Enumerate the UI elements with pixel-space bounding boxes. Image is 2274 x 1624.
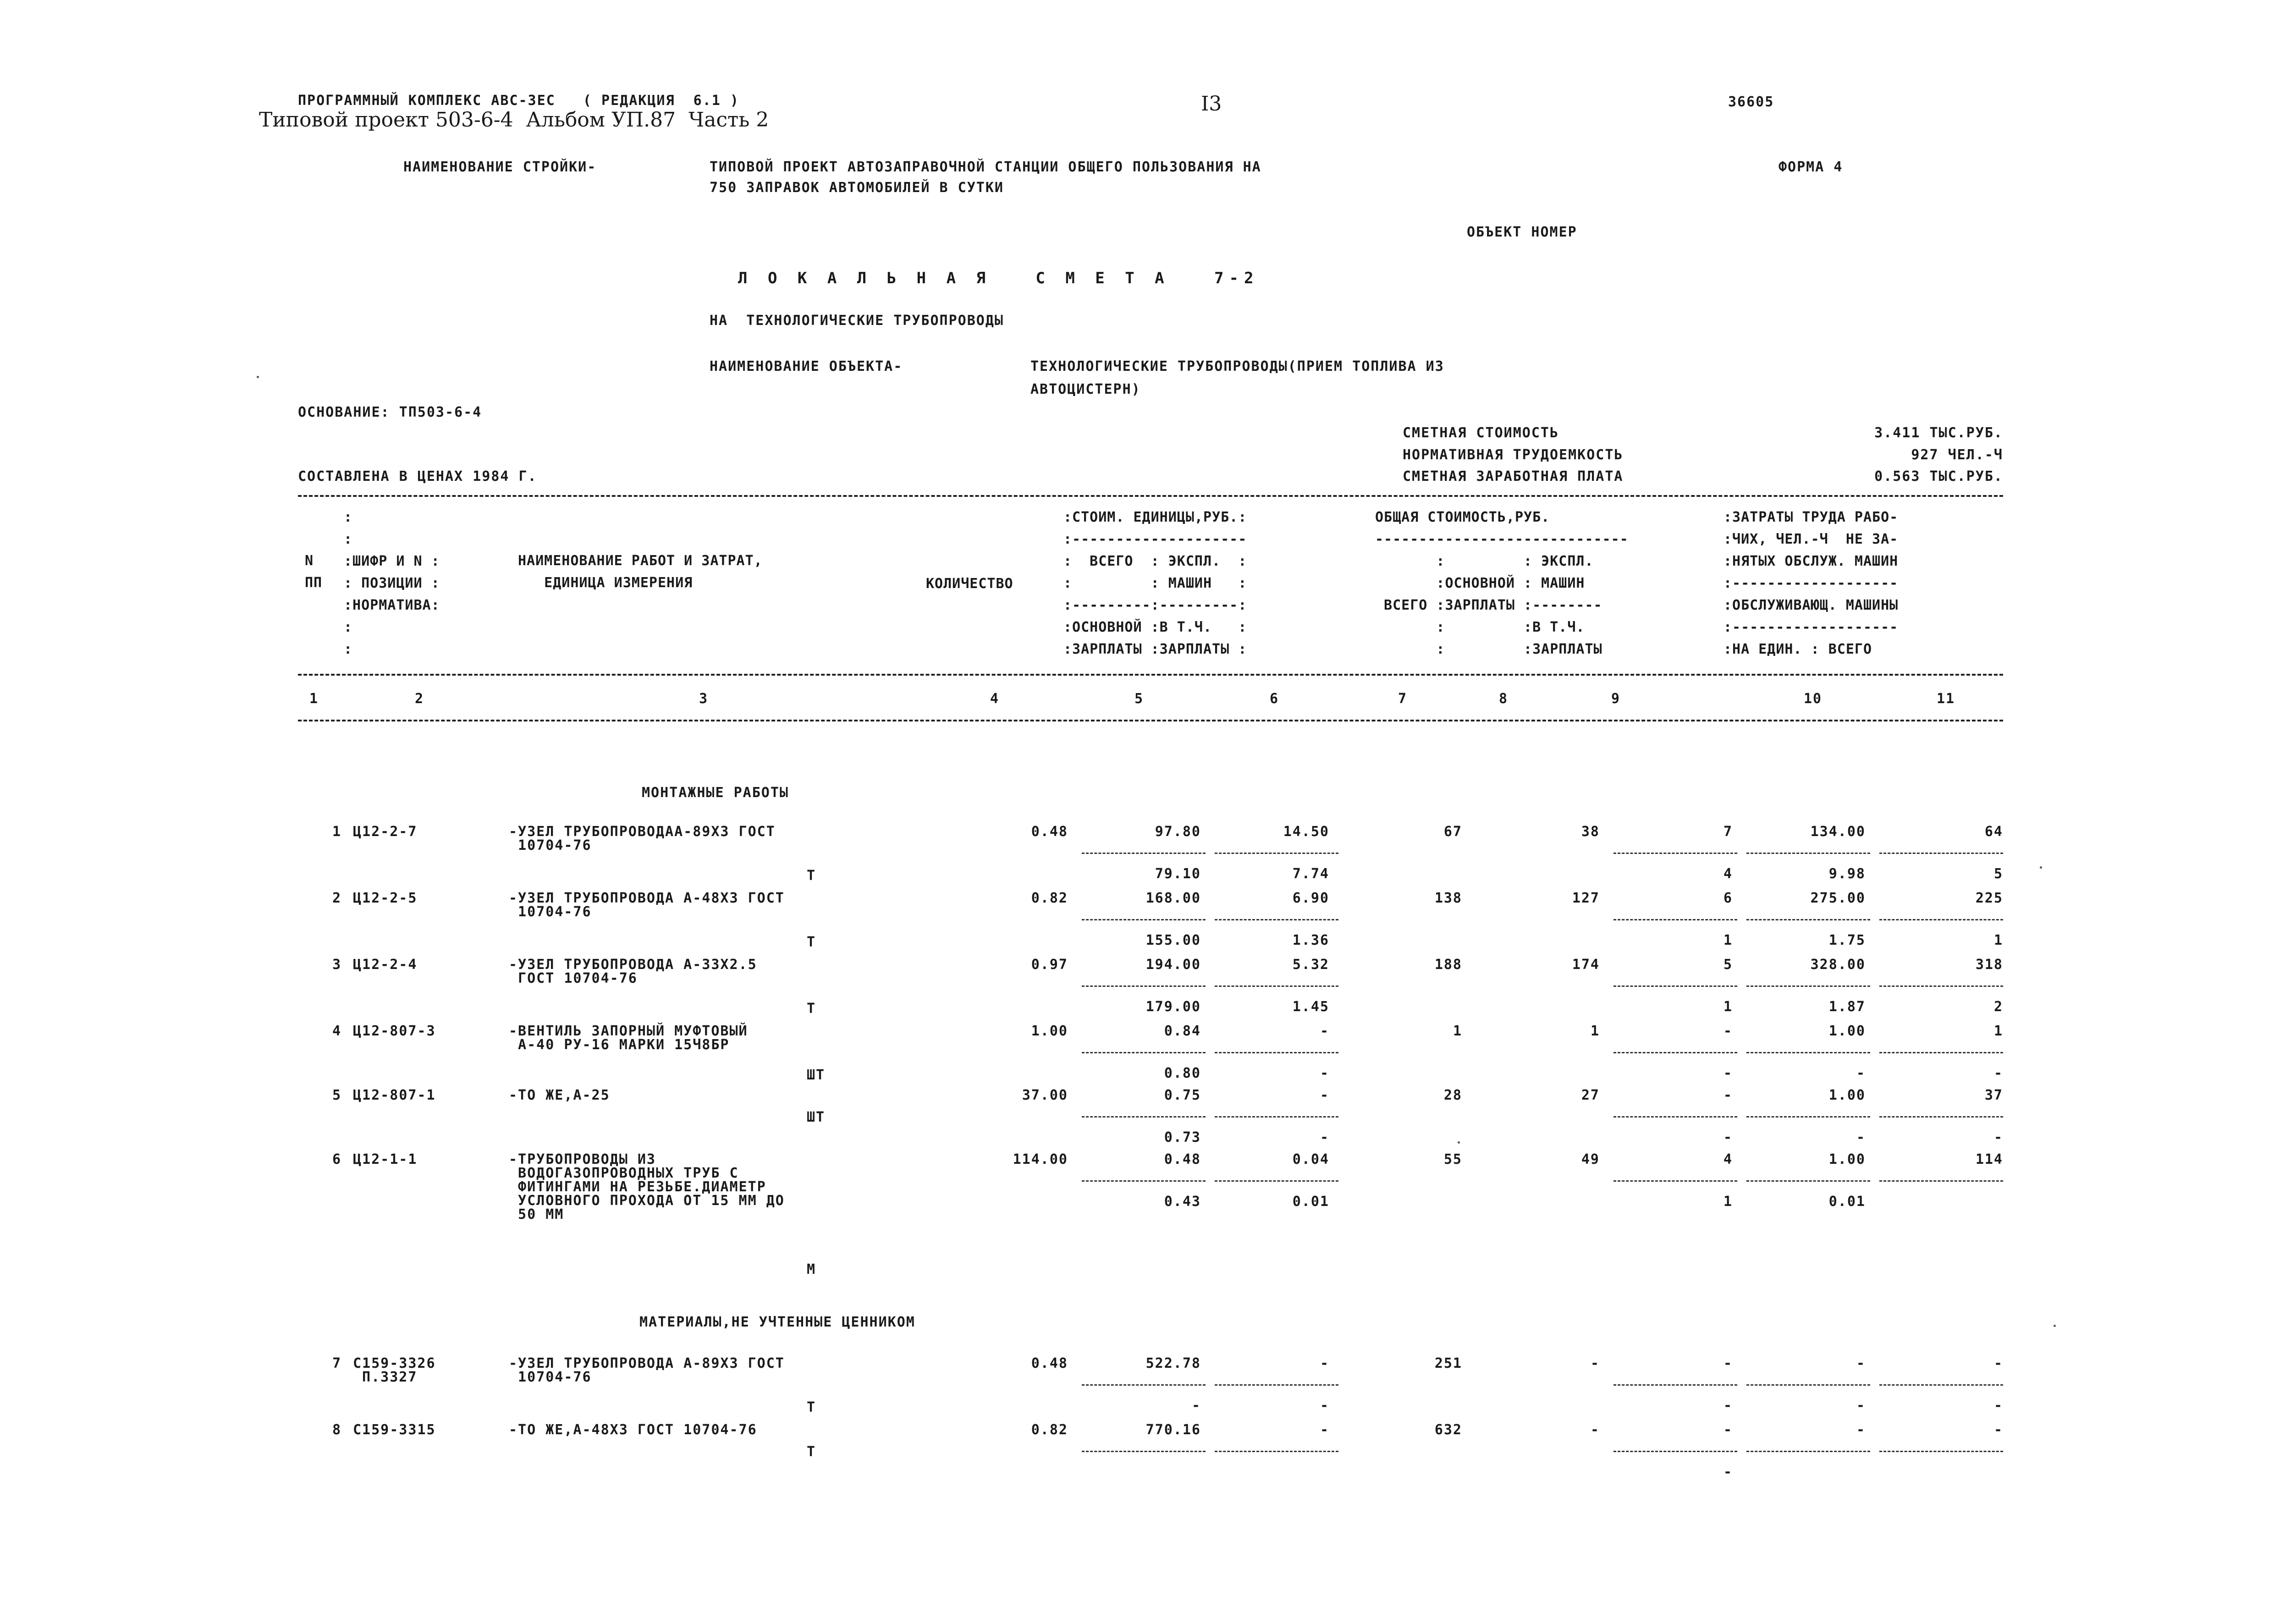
row-unit: Т [807, 868, 816, 884]
row-machine-labor-per-unit: 9.98 [1828, 866, 1866, 882]
estimate-subtitle: НА ТЕХНОЛОГИЧЕСКИЕ ТРУБОПРОВОДЫ [710, 313, 1004, 329]
row-code: Ц12-2-4 [353, 957, 418, 973]
row-quantity: 0.97 [1031, 957, 1068, 973]
row-total-machines: 7 [1723, 824, 1733, 840]
column-number: 6 [1270, 691, 1279, 707]
row-unit-cost-total: 522.78 [1145, 1355, 1201, 1371]
estimate-title: Л О К А Л Ь Н А Я С М Е Т А 7-2 [738, 269, 1259, 287]
scan-speck [2054, 1325, 2056, 1327]
row-unit-machine-wage: - [1320, 1065, 1329, 1081]
header-col-unit-cost: :СТОИМ. ЕДИНИЦЫ,РУБ.: :-------------------- : ВСЕГО : ЭКСПЛ. : : : МАШИН : :---------:---------: :ОСНОВНОЙ :В Т.Ч. : :ЗАРПЛАТЫ :ЗАРПЛАТЫ : [1063, 509, 1247, 657]
column-number: 8 [1499, 691, 1509, 707]
row-unit-machine-wage: 1.36 [1292, 932, 1329, 948]
column-number: 7 [1398, 691, 1408, 707]
row-unit-cost-total: 0.48 [1164, 1151, 1201, 1167]
row-total-cost: 1 [1453, 1023, 1462, 1039]
column-number: 1 [309, 691, 319, 707]
row-code: Ц12-807-3 [353, 1023, 436, 1039]
row-name: -УЗЕЛ ТРУБОПРОВОДАА-89Х3 ГОСТ 10704-76 [509, 824, 776, 853]
row-subtotal-rule [1082, 1116, 1206, 1118]
row-total-machines: - [1723, 1087, 1733, 1103]
scan-speck [1458, 1141, 1460, 1144]
summary-value-cost: 3.411 ТЫС.РУБ. [1874, 425, 2003, 441]
row-total-machines: 6 [1723, 890, 1733, 906]
row-subtotal-rule [1746, 985, 1870, 987]
basis-text: ОСНОВАНИЕ: ТП503-6-4 [298, 404, 482, 420]
column-number: 9 [1611, 691, 1621, 707]
row-unit: Т [807, 1001, 816, 1017]
row-subtotal-rule [1746, 1116, 1870, 1118]
row-subtotal-rule [1746, 1451, 1870, 1452]
header-col-code: : : :ШИФР И N : : ПОЗИЦИИ : :НОРМАТИВА: : : [344, 509, 440, 657]
row-total-machine-wage: 1 [1723, 999, 1733, 1015]
row-subtotal-rule [1215, 919, 1338, 920]
row-unit-base-wage: 79.10 [1155, 866, 1201, 882]
scan-speck [257, 376, 259, 378]
row-quantity: 37.00 [1022, 1087, 1068, 1103]
row-total-machine-wage: - [1723, 1129, 1733, 1145]
row-subtotal-rule [1879, 1451, 2003, 1452]
column-number: 5 [1134, 691, 1144, 707]
row-total-machines: 4 [1723, 1151, 1733, 1167]
row-total-base-wage: 127 [1572, 890, 1600, 906]
row-labor-total: 318 [1975, 957, 2003, 973]
row-code: С159-3326 П.3327 [353, 1355, 436, 1385]
row-number: 6 [332, 1151, 341, 1167]
row-name: -ВЕНТИЛЬ ЗАПОРНЫЙ МУФТОВЫЙ А-40 РУ-16 МАРКИ 15Ч8БР [509, 1023, 748, 1053]
row-labor-per-unit: 275.00 [1810, 890, 1866, 906]
row-labor-total: 37 [1984, 1087, 2003, 1103]
row-labor-per-unit: 1.00 [1828, 1023, 1866, 1039]
document-number: 36605 [1728, 94, 1774, 110]
row-subtotal-rule [1613, 1180, 1737, 1182]
row-subtotal-rule [1879, 985, 2003, 987]
row-number: 4 [332, 1023, 341, 1039]
row-total-cost: 251 [1434, 1355, 1462, 1371]
row-unit: Т [807, 1444, 816, 1460]
row-subtotal-rule [1215, 985, 1338, 987]
row-total-cost: 28 [1443, 1087, 1462, 1103]
section-title-installation: МОНТАЖНЫЕ РАБОТЫ [642, 785, 789, 801]
row-unit-cost-machines: 5.32 [1292, 957, 1329, 973]
row-unit: ШТ [807, 1067, 826, 1083]
row-subtotal-rule [1879, 1116, 2003, 1118]
row-total-machines: - [1723, 1422, 1733, 1438]
summary-value-labor: 927 ЧЕЛ.-Ч [1911, 447, 2003, 463]
row-number: 1 [332, 824, 341, 840]
row-total-cost: 138 [1434, 890, 1462, 906]
object-label: НАИМЕНОВАНИЕ ОБЪЕКТА- [710, 358, 903, 374]
row-total-machine-wage: - [1723, 1398, 1733, 1414]
row-number: 3 [332, 957, 341, 973]
object-name-line1: ТЕХНОЛОГИЧЕСКИЕ ТРУБОПРОВОДЫ(ПРИЕМ ТОПЛИВА ИЗ [1030, 358, 1444, 374]
row-total-base-wage: 174 [1572, 957, 1600, 973]
row-subtotal-rule [1613, 919, 1737, 920]
row-unit-cost-total: 0.84 [1164, 1023, 1201, 1039]
row-unit-machine-wage: 0.01 [1292, 1194, 1329, 1210]
row-subtotal-rule [1613, 853, 1737, 854]
row-total-machine-wage: - [1723, 1464, 1733, 1480]
header-col-qty: КОЛИЧЕСТВО [926, 576, 1013, 592]
row-unit-cost-total: 97.80 [1155, 824, 1201, 840]
scan-speck [2040, 866, 2042, 869]
row-subtotal-rule [1215, 1052, 1338, 1053]
row-unit-base-wage: - [1191, 1398, 1201, 1414]
row-total-base-wage: 27 [1581, 1087, 1600, 1103]
form-label: ФОРМА 4 [1778, 159, 1843, 175]
row-unit-machine-wage: 7.74 [1292, 866, 1329, 882]
row-total-machine-wage: 4 [1723, 866, 1733, 882]
column-number: 4 [990, 691, 1000, 707]
row-subtotal-rule [1746, 853, 1870, 854]
row-labor-per-unit: 134.00 [1810, 824, 1866, 840]
table-columns-rule [298, 720, 2003, 721]
row-code: Ц12-2-7 [353, 824, 418, 840]
row-unit-cost-machines: 6.90 [1292, 890, 1329, 906]
row-total-machine-wage: - [1723, 1065, 1733, 1081]
row-code: Ц12-2-5 [353, 890, 418, 906]
row-machine-labor-total: 5 [1993, 866, 2003, 882]
row-quantity: 1.00 [1031, 1023, 1068, 1039]
row-code: С159-3315 [353, 1422, 436, 1438]
row-unit-base-wage: 0.43 [1164, 1194, 1201, 1210]
row-subtotal-rule [1082, 1180, 1206, 1182]
row-total-machines: - [1723, 1023, 1733, 1039]
row-quantity: 0.48 [1031, 1355, 1068, 1371]
row-unit-base-wage: 0.73 [1164, 1129, 1201, 1145]
row-machine-labor-per-unit: - [1856, 1129, 1866, 1145]
row-total-machines: 5 [1723, 957, 1733, 973]
row-unit-cost-total: 168.00 [1145, 890, 1201, 906]
row-machine-labor-total: 2 [1993, 999, 2003, 1015]
row-subtotal-rule [1746, 919, 1870, 920]
row-unit-machine-wage: - [1320, 1129, 1329, 1145]
table-top-rule [298, 495, 2003, 497]
row-unit: ШТ [807, 1109, 826, 1125]
row-quantity: 0.48 [1031, 824, 1068, 840]
row-total-cost: 188 [1434, 957, 1462, 973]
row-labor-total: 64 [1984, 824, 2003, 840]
construction-name-line2: 750 ЗАПРАВОК АВТОМОБИЛЕЙ В СУТКИ [710, 180, 1004, 196]
row-total-machine-wage: 1 [1723, 932, 1733, 948]
row-number: 8 [332, 1422, 341, 1438]
row-total-base-wage: 1 [1590, 1023, 1600, 1039]
row-number: 5 [332, 1087, 341, 1103]
row-name: -ТРУБОПРОВОДЫ ИЗ ВОДОГАЗОПРОВОДНЫХ ТРУБ С ФИТИНГАМИ НА РЕЗЬБЕ.ДИАМЕТР УСЛОВНОГО ПРОХОДА ОТ 15 ММ ДО 50 ММ [509, 1151, 785, 1222]
row-subtotal-rule [1879, 1180, 2003, 1182]
column-number: 2 [415, 691, 424, 707]
row-total-base-wage: - [1590, 1355, 1600, 1371]
row-name: -ТО ЖЕ,А-48Х3 ГОСТ 10704-76 [509, 1422, 757, 1438]
row-machine-labor-total: - [1993, 1398, 2003, 1414]
row-unit-base-wage: 0.80 [1164, 1065, 1201, 1081]
row-machine-labor-total: - [1993, 1129, 2003, 1145]
row-unit-cost-machines: - [1320, 1355, 1329, 1371]
price-level-text: СОСТАВЛЕНА В ЦЕНАХ 1984 Г. [298, 468, 537, 484]
row-subtotal-rule [1082, 1451, 1206, 1452]
column-number: 10 [1804, 691, 1823, 707]
row-quantity: 114.00 [1013, 1151, 1068, 1167]
row-quantity: 0.82 [1031, 1422, 1068, 1438]
row-unit-base-wage: 179.00 [1145, 999, 1201, 1015]
row-subtotal-rule [1215, 1384, 1338, 1386]
row-total-cost: 67 [1443, 824, 1462, 840]
row-machine-labor-per-unit: 1.87 [1828, 999, 1866, 1015]
row-subtotal-rule [1082, 1384, 1206, 1386]
row-unit: Т [807, 1399, 816, 1415]
row-labor-total: - [1993, 1422, 2003, 1438]
row-unit-cost-total: 0.75 [1164, 1087, 1201, 1103]
object-number-label: ОБЪЕКТ НОМЕР [1467, 224, 1577, 240]
table-header-rule [298, 674, 2003, 676]
row-machine-labor-total: - [1993, 1065, 2003, 1081]
summary-label-cost: СМЕТНАЯ СТОИМОСТЬ [1403, 425, 1559, 441]
row-labor-total: 114 [1975, 1151, 2003, 1167]
row-unit: М [807, 1261, 816, 1277]
construction-name-line1: ТИПОВОЙ ПРОЕКТ АВТОЗАПРАВОЧНОЙ СТАНЦИИ ОБЩЕГО ПОЛЬЗОВАНИЯ НА [710, 159, 1261, 175]
row-subtotal-rule [1082, 985, 1206, 987]
row-unit-base-wage: 155.00 [1145, 932, 1201, 948]
header-col-no: N ПП [305, 553, 323, 591]
row-subtotal-rule [1746, 1052, 1870, 1053]
row-subtotal-rule [1215, 1451, 1338, 1452]
row-subtotal-rule [1215, 1116, 1338, 1118]
column-number: 11 [1937, 691, 1955, 707]
row-unit-cost-machines: - [1320, 1422, 1329, 1438]
row-total-cost: 55 [1443, 1151, 1462, 1167]
row-total-base-wage: 49 [1581, 1151, 1600, 1167]
row-unit-cost-machines: - [1320, 1023, 1329, 1039]
row-unit-machine-wage: - [1320, 1398, 1329, 1414]
row-machine-labor-per-unit: 0.01 [1828, 1194, 1866, 1210]
row-subtotal-rule [1082, 853, 1206, 854]
project-title-handwritten: Типовой проект 503-6-4 Альбом УП.87 Часть 2 [259, 108, 769, 132]
summary-label-labor: НОРМАТИВНАЯ ТРУДОЕМКОСТЬ [1403, 447, 1624, 463]
row-labor-total: 225 [1975, 890, 2003, 906]
row-name: -ТО ЖЕ,А-25 [509, 1087, 610, 1103]
program-header: ПРОГРАММНЫЙ КОМПЛЕКС АВС-3ЕС ( РЕДАКЦИЯ 6.1 ) [298, 93, 739, 109]
row-subtotal-rule [1082, 1052, 1206, 1053]
row-labor-per-unit: 1.00 [1828, 1087, 1866, 1103]
row-subtotal-rule [1746, 1384, 1870, 1386]
row-subtotal-rule [1613, 985, 1737, 987]
row-unit-cost-machines: 14.50 [1283, 824, 1329, 840]
row-labor-per-unit: - [1856, 1422, 1866, 1438]
object-name-line2: АВТОЦИСТЕРН) [1030, 381, 1141, 397]
column-number: 3 [699, 691, 709, 707]
row-labor-total: 1 [1993, 1023, 2003, 1039]
row-total-machine-wage: 1 [1723, 1194, 1733, 1210]
row-machine-labor-per-unit: - [1856, 1398, 1866, 1414]
row-subtotal-rule [1082, 919, 1206, 920]
row-unit-cost-total: 770.16 [1145, 1422, 1201, 1438]
page-number: I3 [1201, 92, 1222, 116]
row-number: 2 [332, 890, 341, 906]
row-name: -УЗЕЛ ТРУБОПРОВОДА А-89Х3 ГОСТ 10704-76 [509, 1355, 785, 1385]
row-unit-cost-total: 194.00 [1145, 957, 1201, 973]
row-labor-total: - [1993, 1355, 2003, 1371]
row-subtotal-rule [1215, 853, 1338, 854]
row-total-cost: 632 [1434, 1422, 1462, 1438]
header-col-total-cost: ОБЩАЯ СТОИМОСТЬ,РУБ. ----------------------------- : : ЭКСПЛ. :ОСНОВНОЙ : МАШИН ВСЕГО :ЗАРПЛАТЫ :-------- : :В Т.Ч. : :ЗАРПЛАТЫ [1375, 509, 1629, 657]
row-subtotal-rule [1613, 1116, 1737, 1118]
row-labor-per-unit: 328.00 [1810, 957, 1866, 973]
row-total-base-wage: - [1590, 1422, 1600, 1438]
row-name: -УЗЕЛ ТРУБОПРОВОДА А-48Х3 ГОСТ 10704-76 [509, 890, 785, 920]
row-subtotal-rule [1613, 1052, 1737, 1053]
row-unit: Т [807, 934, 816, 950]
row-subtotal-rule [1746, 1180, 1870, 1182]
header-col-name: НАИМЕНОВАНИЕ РАБОТ И ЗАТРАТ, ЕДИНИЦА ИЗМЕРЕНИЯ [518, 553, 763, 591]
header-col-labor: :ЗАТРАТЫ ТРУДА РАБО- :ЧИХ, ЧЕЛ.-Ч НЕ ЗА- :НЯТЫХ ОБСЛУЖ. МАШИН :------------------- :ОБСЛУЖИВАЮЩ. МАШИНЫ :------------------- :НА ЕДИН. : ВСЕГО [1723, 509, 1899, 657]
row-subtotal-rule [1613, 1451, 1737, 1452]
row-machine-labor-total: 1 [1993, 932, 2003, 948]
row-code: Ц12-1-1 [353, 1151, 418, 1167]
row-code: Ц12-807-1 [353, 1087, 436, 1103]
construction-label: НАИМЕНОВАНИЕ СТРОЙКИ- [403, 159, 597, 175]
row-subtotal-rule [1879, 919, 2003, 920]
row-unit-cost-machines: 0.04 [1292, 1151, 1329, 1167]
row-number: 7 [332, 1355, 341, 1371]
row-total-machines: - [1723, 1355, 1733, 1371]
summary-label-wage: СМЕТНАЯ ЗАРАБОТНАЯ ПЛАТА [1403, 468, 1624, 484]
row-machine-labor-per-unit: 1.75 [1828, 932, 1866, 948]
row-subtotal-rule [1879, 853, 2003, 854]
row-total-base-wage: 38 [1581, 824, 1600, 840]
row-quantity: 0.82 [1031, 890, 1068, 906]
row-unit-machine-wage: 1.45 [1292, 999, 1329, 1015]
row-name: -УЗЕЛ ТРУБОПРОВОДА А-33Х2.5 ГОСТ 10704-76 [509, 957, 757, 986]
section-title-materials: МАТЕРИАЛЫ,НЕ УЧТЕННЫЕ ЦЕННИКОМ [639, 1314, 915, 1330]
summary-value-wage: 0.563 ТЫС.РУБ. [1874, 468, 2003, 484]
row-subtotal-rule [1613, 1384, 1737, 1386]
row-machine-labor-per-unit: - [1856, 1065, 1866, 1081]
row-subtotal-rule [1215, 1180, 1338, 1182]
row-labor-per-unit: - [1856, 1355, 1866, 1371]
row-subtotal-rule [1879, 1052, 2003, 1053]
row-unit-cost-machines: - [1320, 1087, 1329, 1103]
row-labor-per-unit: 1.00 [1828, 1151, 1866, 1167]
row-subtotal-rule [1879, 1384, 2003, 1386]
